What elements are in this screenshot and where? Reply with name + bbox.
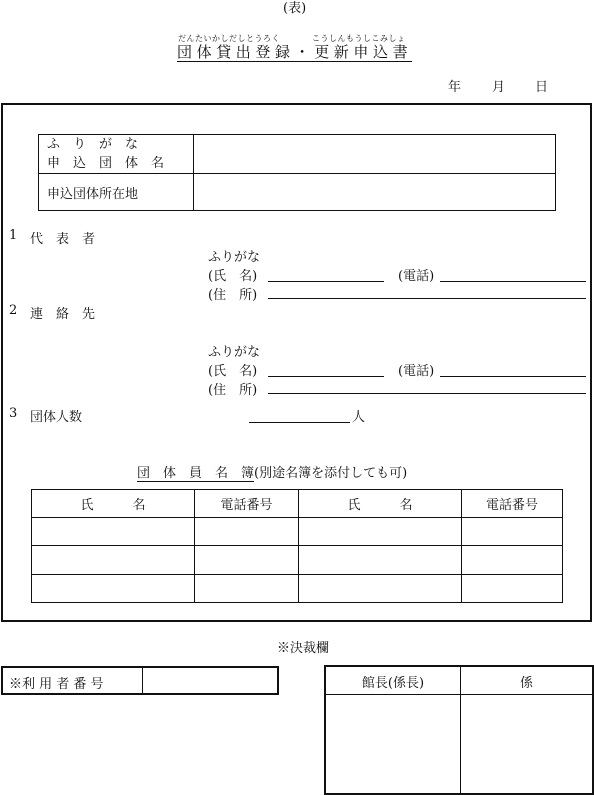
group-address-label: 申込団体所在地 [47,186,139,202]
roster-note: (別途名簿を添付しても可) [254,466,408,481]
group-name-label: 申 込 団 体 名 [47,156,165,171]
staff-stamp-area[interactable] [461,695,592,793]
roster-cell[interactable] [462,575,563,603]
side-label: (表) [283,1,307,16]
section-2-label: 連 絡 先 [30,307,96,322]
group-address-field[interactable] [194,174,556,211]
roster-row [32,546,563,575]
roster-cell[interactable] [195,518,299,546]
date-day-label: 日 [535,80,549,95]
section-2-number: 2 [9,303,18,318]
member-count-field[interactable] [249,422,350,423]
roster-cell[interactable] [462,546,563,575]
furigana-label: ふ り が な [47,137,139,152]
contact-address-label: (住 所) [208,383,258,398]
roster-cell[interactable] [195,575,299,603]
roster-cell[interactable] [299,518,462,546]
roster-header-phone-2: 電話番号 [462,490,563,518]
user-number-divider [142,668,143,693]
date-month-label: 月 [492,80,506,95]
rep-address-field[interactable] [268,298,586,299]
director-label: 館長(係長) [361,676,425,691]
roster-title [137,462,407,481]
roster-row [32,575,563,603]
section-1-label: 代 表 者 [30,232,96,247]
roster-cell[interactable] [299,546,462,575]
contact-phone-field[interactable] [440,376,586,377]
roster-row [32,518,563,546]
page-title: 団体貸出登録・更新申込書 [177,43,413,61]
roster-title-text: 団 体 員 名 簿 [137,466,255,481]
roster-header-name-1: 氏 名 [32,490,195,518]
rep-phone-field[interactable] [440,281,586,282]
roster-cell[interactable] [32,518,195,546]
user-number-field[interactable] [144,668,277,693]
contact-phone-label: (電話) [398,364,435,379]
title-ruby-left: だんたいかしだしとうろく [178,34,280,43]
user-number-label: ※利 用 者 番 号 [9,677,104,692]
rep-phone-label: (電話) [398,269,435,284]
approval-stamp-box [324,665,594,795]
rep-furigana-label: ふりがな [208,250,261,265]
title-ruby-right: こうしんもうしこみしょ [312,34,406,43]
member-count-unit: 人 [352,410,366,425]
roster-cell[interactable] [462,518,563,546]
contact-furigana-label: ふりがな [208,345,261,360]
roster-table [31,489,563,603]
section-3-label: 団体人数 [30,410,83,425]
roster-cell[interactable] [32,546,195,575]
roster-header-phone-1: 電話番号 [195,490,299,518]
section-3-number: 3 [9,406,18,421]
staff-label: 係 [519,676,533,691]
applicant-label-cell [39,135,194,174]
roster-cell[interactable] [32,575,195,603]
roster-cell[interactable] [195,546,299,575]
group-name-field[interactable] [194,135,556,174]
roster-header-name-2: 氏 名 [299,490,462,518]
section-1-number: 1 [9,228,18,243]
contact-name-label: (氏 名) [208,364,258,379]
roster-cell[interactable] [299,575,462,603]
rep-name-label: (氏 名) [208,269,258,284]
applicant-table [38,134,556,211]
contact-name-field[interactable] [268,376,384,377]
rep-address-label: (住 所) [208,288,258,303]
director-stamp-area[interactable] [326,695,460,793]
address-label-cell [39,174,194,211]
contact-address-field[interactable] [268,393,586,394]
date-year-label: 年 [448,80,462,95]
user-number-box [1,666,279,695]
approval-title: ※決裁欄 [277,641,330,656]
rep-name-field[interactable] [268,281,384,282]
